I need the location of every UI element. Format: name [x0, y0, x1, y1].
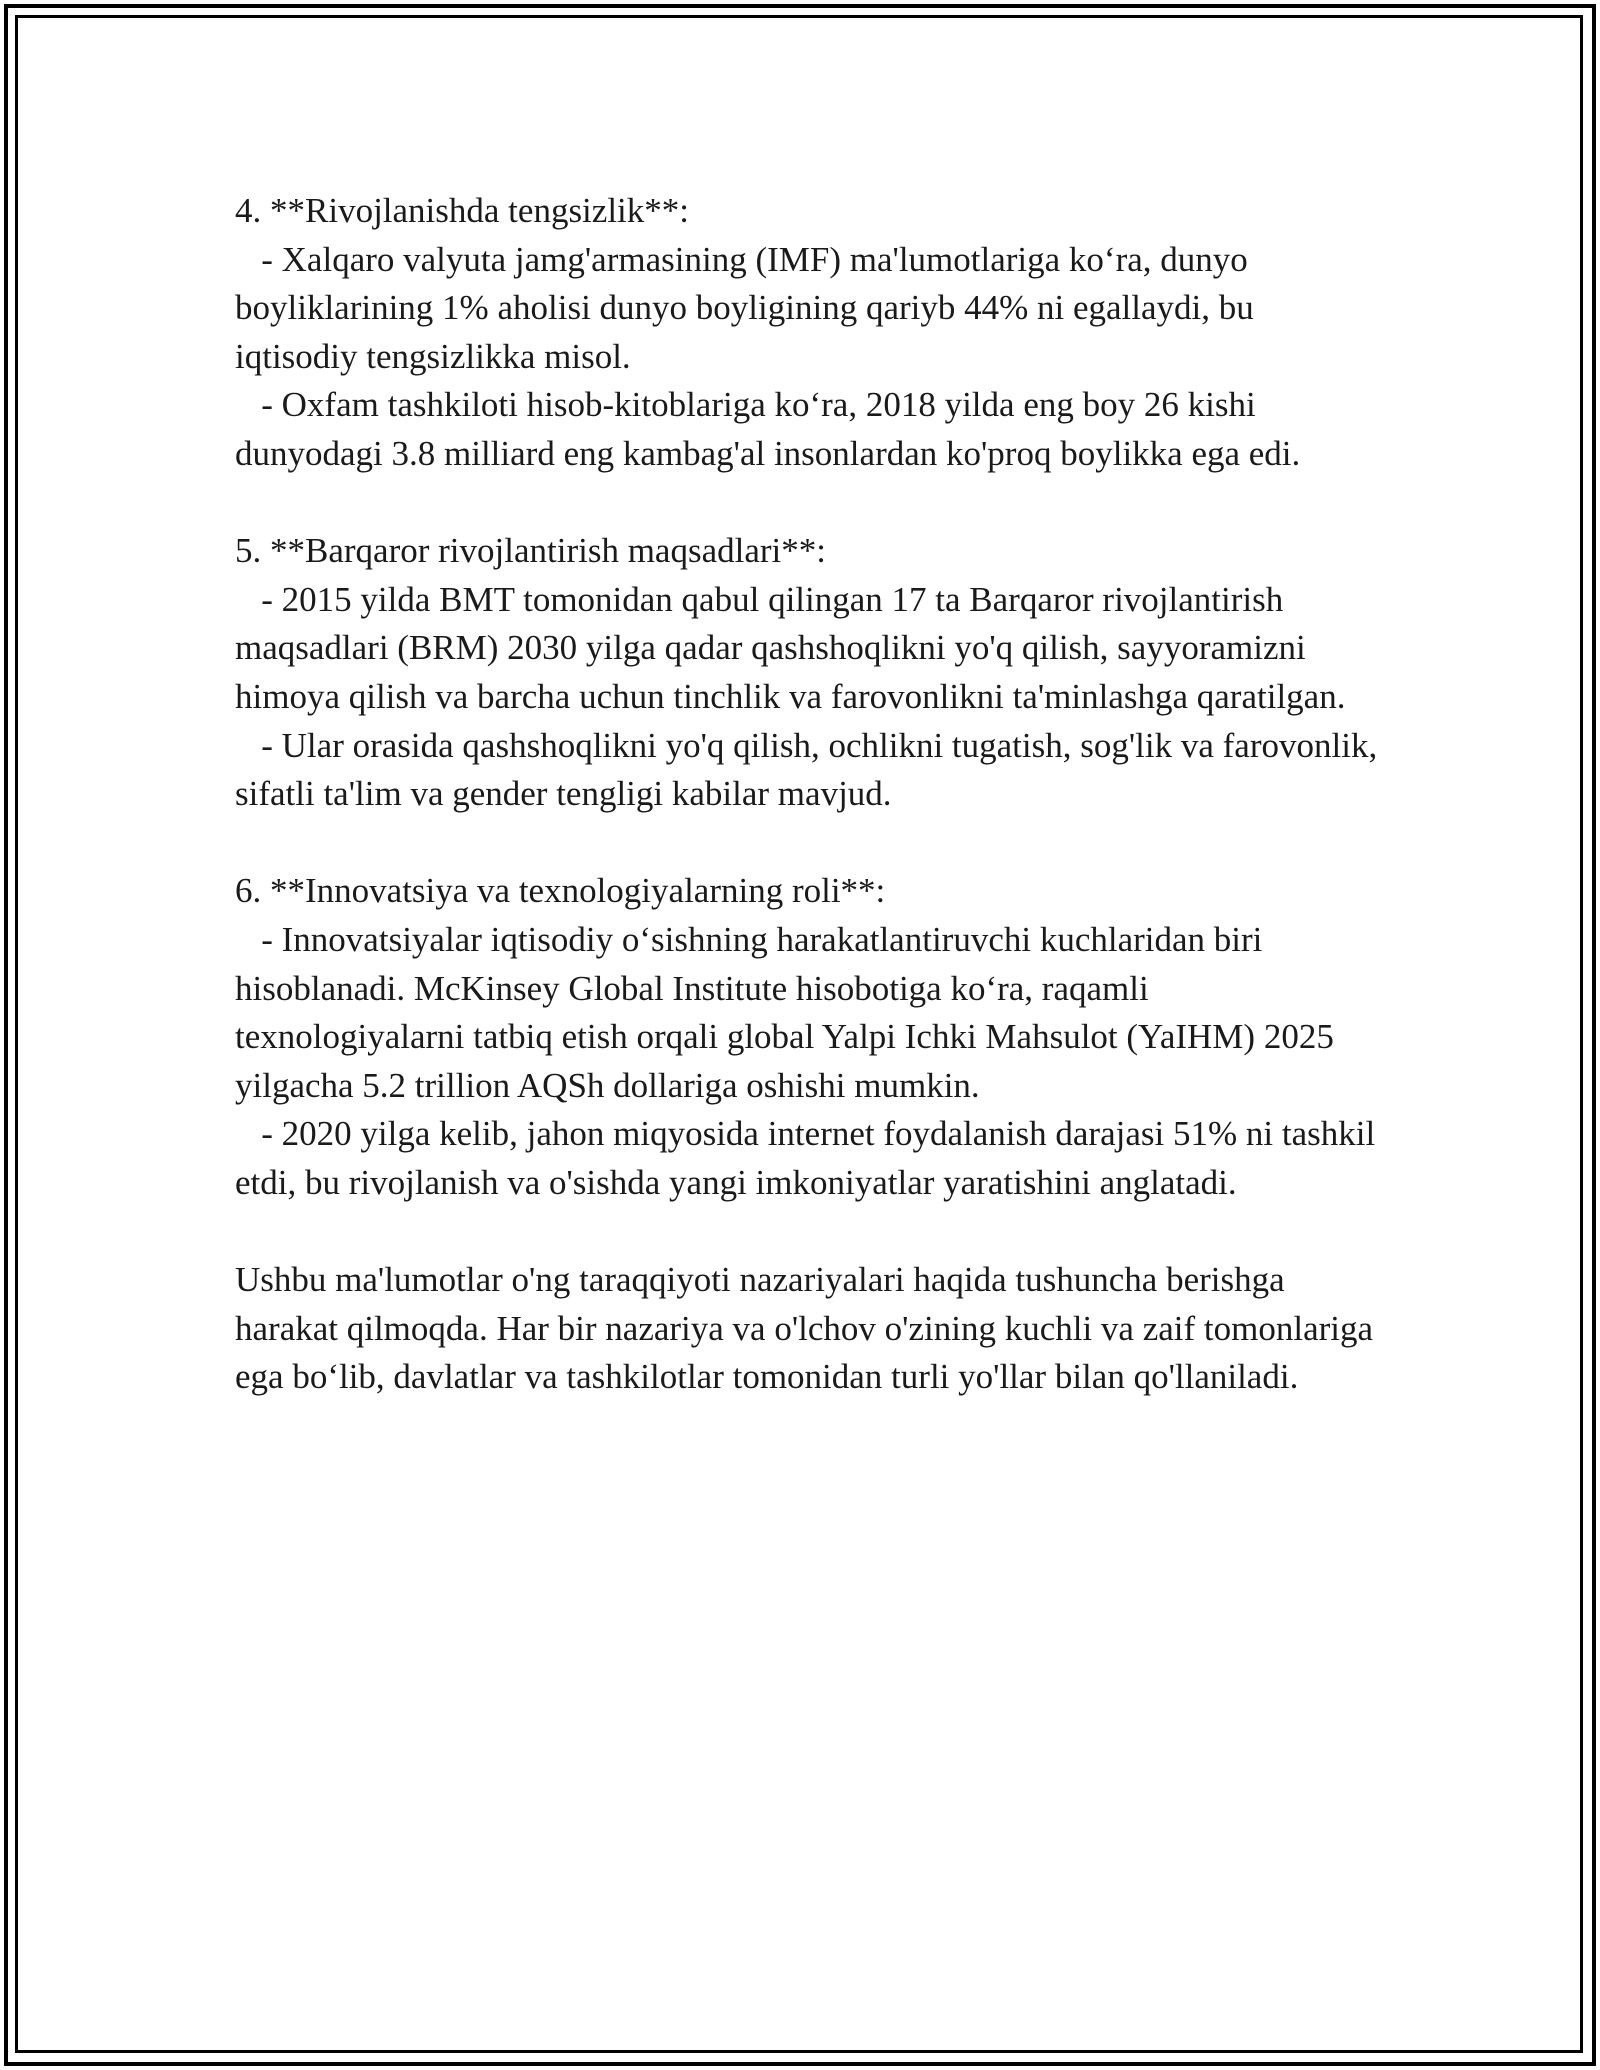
list-item: - Oxfam tashkiloti hisob-kitoblariga ko‘ra, 2018 yilda eng boy 26 kishi dunyodagi 3.8 milliard eng kambag'al insonlardan ko'proq boylikka ega edi. [235, 385, 1301, 473]
section-sustainable-goals [235, 527, 1385, 819]
section-heading: 6. **Innovatsiya va texnologiyalarning roli**: [235, 871, 886, 911]
section-innovation [235, 867, 1385, 1207]
conclusion-paragraph: Ushbu ma'lumotlar o'ng taraqqiyoti nazariyalari haqida tushuncha berishga harakat qilmoqda. Har bir nazariya va o'lchov o'zining kuchli va zaif tomonlariga ega bo‘lib, davlatlar va tashkilotlar tomonidan turli yo'llar bilan qo'llaniladi. [235, 1260, 1382, 1397]
paragraph-gap [235, 819, 1385, 868]
list-item: - Ular orasida qashshoqlikni yo'q qilish, ochlikni tugatish, sog'lik va farovonlik, sifatli ta'lim va gender tengligi kabilar mavjud. [235, 725, 1386, 814]
list-item: - Xalqaro valyuta jamg'armasining (IMF) ma'lumotlariga ko‘ra, dunyo boyliklarining 1% aholisi dunyo boyligining qariyb 44% ni egallaydi, bu iqtisodiy tengsizlikka misol. [235, 239, 1263, 376]
section-heading: 4. **Rivojlanishda tengsizlik**: [235, 191, 689, 230]
list-item: - 2015 yilda BMT tomonidan qabul qilingan 17 ta Barqaror rivojlantirish maqsadlari (BRM) 2030 yilga qadar qashshoqlikni yo'q qilish, sayyoramizni himoya qilish va barcha uchun tinchlik va farovonlikni ta'minlashga qaratilgan. [235, 579, 1346, 716]
section-heading: 5. **Barqaror rivojlantirish maqsadlari**: [235, 531, 826, 571]
list-item: - 2020 yilga kelib, jahon miqyosida internet foydalanish darajasi 51% ni tashkil etdi, bu rivojlanish va o'sishda yangi imkoniyatlar yaratishini anglatadi. [235, 1114, 1384, 1202]
paragraph-gap [235, 1207, 1385, 1256]
list-item: - Innovatsiyalar iqtisodiy o‘sishning harakatlantiruvchi kuchlaridan biri hisoblanadi. McKinsey Global Institute hisobotiga ko‘ra, raqamli texnologiyalarni tatbiq etish orqali global Yalpi Ichki Mahsulot (YaIHM) 2025 yilgacha 5.2 trillion AQSh dollariga oshishi mumkin. [235, 919, 1343, 1105]
paragraph-gap [235, 479, 1385, 528]
document-body [235, 187, 1385, 1402]
section-inequality [235, 187, 1385, 479]
